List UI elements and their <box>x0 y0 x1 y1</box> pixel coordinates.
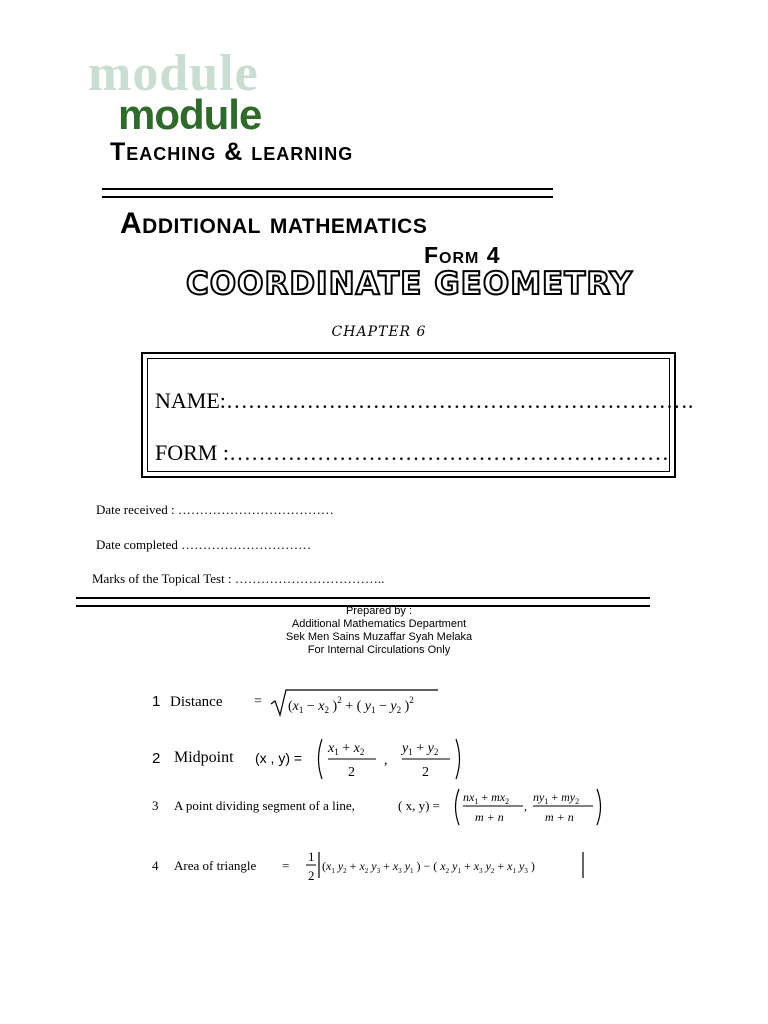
midpoint-formula <box>314 736 464 782</box>
circulation-note: For Internal Circulations Only <box>307 644 451 656</box>
svg-text:m + n: m + n <box>545 810 574 824</box>
subject-title: Additional mathematics <box>120 207 428 240</box>
school-name: Sek Men Sains Muzaffar Syah Melaka <box>285 631 473 643</box>
svg-text:(x1 − x2 )2 + ( y1 − y2 )2: ($x_1 - x_2$ )$^2$ + ( $y_1 - y_2$ )$^2$ <box>288 695 414 715</box>
svg-text:nx1 + mx2: $nx_1 + mx_2$ <box>463 790 510 806</box>
formula-1-equals: = <box>254 694 262 709</box>
department: Additional Mathematics Department <box>291 618 467 630</box>
formula-3-number: 3 <box>152 798 159 813</box>
student-info-box <box>141 352 694 478</box>
formula-2-lhs: (x , y) = <box>255 750 303 766</box>
svg-text:x1 + x2: $x_1 + x_2$ <box>328 741 365 757</box>
section-formula <box>451 786 606 828</box>
formula-2-label: Midpoint <box>174 749 234 766</box>
topical-test-marks: Marks of the Topical Test : …………………………….. <box>92 571 385 586</box>
formula-4-label: Area of triangle <box>174 858 257 873</box>
svg-text:1: 1 <box>308 849 315 864</box>
distance-formula <box>268 686 442 720</box>
header-divider <box>102 188 553 198</box>
name-field: NAME:………………………………………………………. <box>155 388 694 413</box>
formula-2-number: 2 <box>152 750 161 767</box>
svg-text:(x1 y2 + x2 y3 + x3 y1 ) − ( x: ($x_1$ $y_2 + x_2$ $y_3 + x_3$ $y_1$ ) − ( $x_2$ $y_1 + x_3$ $y_2 + x_1$ $y_3$ ) <box>322 859 535 875</box>
date-received: Date received : ……………………………… <box>96 502 334 517</box>
form-level: Form 4 <box>424 242 501 268</box>
prepared-by: Prepared by : <box>345 605 413 617</box>
formula-3-lhs: ( x, y) = <box>398 798 440 813</box>
subtitle: Teaching & learning <box>110 138 354 166</box>
formula-1-label: Distance <box>170 694 223 710</box>
svg-text:m + n: m + n <box>475 810 504 824</box>
svg-text:,: , <box>384 753 388 768</box>
chapter-label: CHAPTER 6 <box>331 324 427 340</box>
date-completed: Date completed ………………………… <box>96 537 312 552</box>
topic-title: COORDINATE GEOMETRY <box>186 266 634 302</box>
area-formula <box>304 846 594 888</box>
svg-text:y1 + y2: $y_1 + y_2$ <box>402 741 439 757</box>
svg-text:2: 2 <box>348 765 355 780</box>
formula-4-equals: = <box>282 858 290 873</box>
formula-4-number: 4 <box>152 858 159 873</box>
logo-shadow-text: module <box>88 45 259 102</box>
svg-text:2: 2 <box>422 765 429 780</box>
svg-text:,: , <box>524 799 527 813</box>
logo-text: module <box>118 91 262 138</box>
svg-text:2: 2 <box>308 868 315 883</box>
formula-3-label: A point dividing segment of a line, <box>174 798 355 813</box>
form-field: FORM :…………………………………………………… <box>155 440 669 465</box>
svg-text:ny1 + my2: $ny_1 + my_2$ <box>533 790 580 806</box>
formula-1-number: 1 <box>152 693 161 710</box>
